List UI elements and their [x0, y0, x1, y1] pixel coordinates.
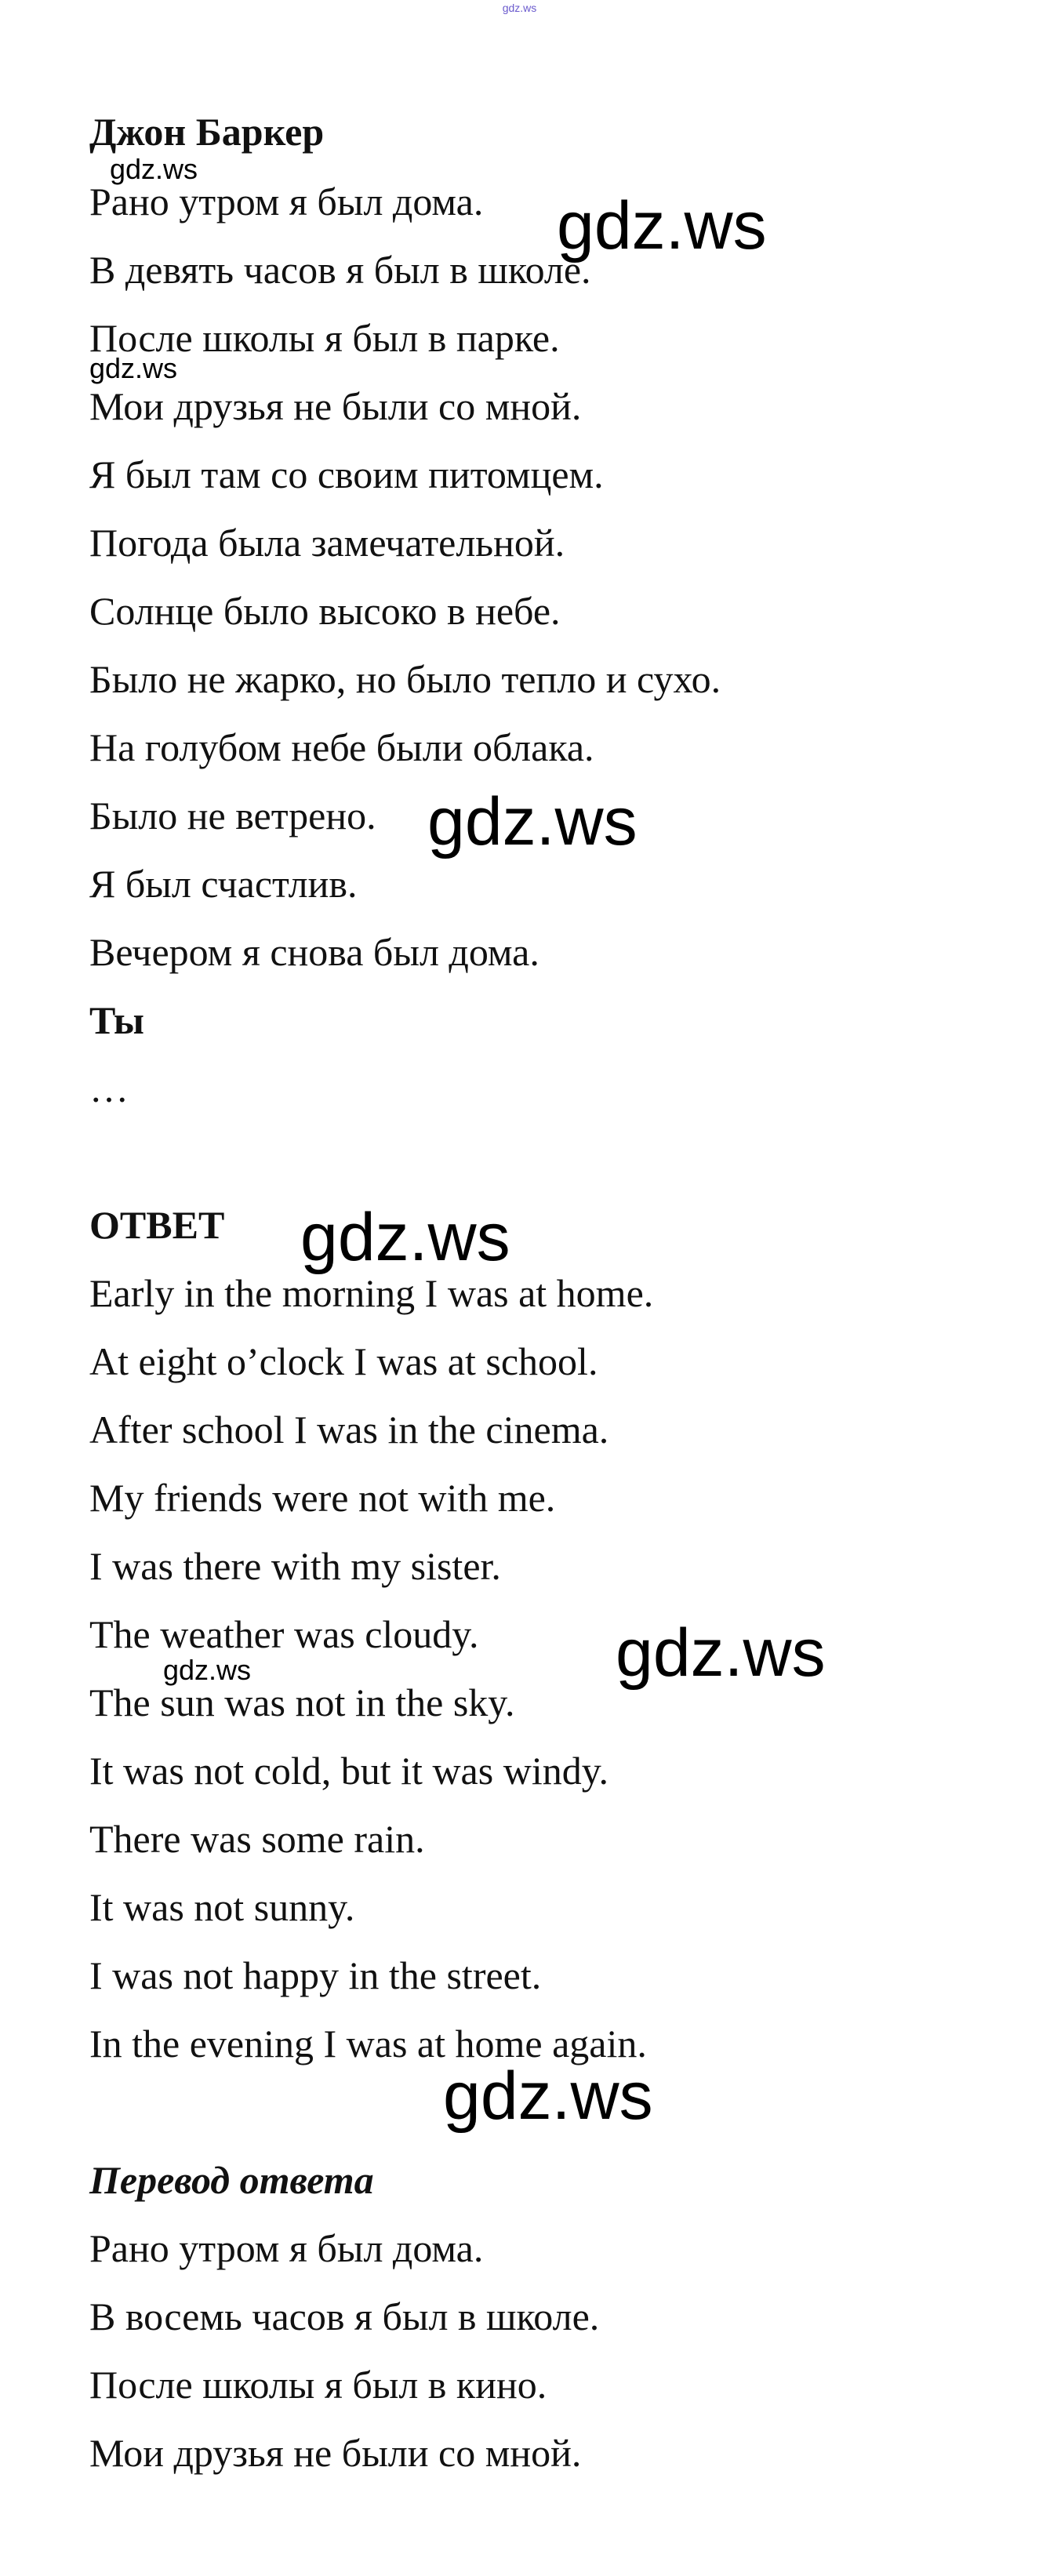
story-line: Я был счастлив.	[89, 862, 358, 906]
you-heading: Ты	[89, 998, 144, 1042]
watermark: gdz.ws	[557, 188, 767, 263]
watermark: gdz.ws	[163, 1654, 252, 1686]
translation-line: Рано утром я был дома.	[89, 2226, 484, 2270]
story-line: В девять часов я был в школе.	[89, 248, 591, 292]
story-line: После школы я был в парке.	[89, 316, 560, 360]
answer-line: The weather was cloudy.	[89, 1612, 479, 1656]
answer-line: After school I was in the cinema.	[89, 1408, 609, 1451]
watermark: gdz.ws	[89, 352, 178, 384]
story-line: Солнце было высоко в небе.	[89, 589, 561, 633]
translation-line: Мои друзья не были со мной.	[89, 2431, 582, 2475]
watermark: gdz.ws	[427, 784, 638, 859]
translation-line: После школы я был в кино.	[89, 2363, 547, 2407]
you-ellipsis: …	[89, 1066, 129, 1110]
story-heading: Джон Баркер	[89, 110, 325, 154]
answer-line: It was not sunny.	[89, 1885, 355, 1929]
answer-line: My friends were not with me.	[89, 1476, 556, 1520]
answer-line: I was not happy in the street.	[89, 1953, 542, 1997]
watermark: gdz.ws	[110, 153, 198, 185]
answer-line: Early in the morning I was at home.	[89, 1271, 654, 1315]
answer-line: I was there with my sister.	[89, 1544, 501, 1588]
answer-heading: ОТВЕТ	[89, 1203, 225, 1247]
answer-line: In the evening I was at home again.	[89, 2022, 647, 2066]
answer-line: At eight o’clock I was at school.	[89, 1339, 598, 1383]
story-line: Было не ветрено.	[89, 794, 376, 837]
watermark: gdz.ws	[616, 1615, 826, 1691]
answer-line: It was not cold, but it was windy.	[89, 1749, 609, 1793]
answer-line: There was some rain.	[89, 1817, 425, 1861]
story-line: Я был там со своим питомцем.	[89, 452, 604, 496]
top-watermark: gdz.ws	[502, 2, 537, 14]
translation-line: В восемь часов я был в школе.	[89, 2294, 600, 2338]
story-line: Было не жарко, но было тепло и сухо.	[89, 657, 721, 701]
watermark: gdz.ws	[300, 1200, 510, 1275]
story-line: Рано утром я был дома.	[89, 180, 484, 223]
story-line: Вечером я снова был дома.	[89, 930, 539, 974]
story-line: Погода была замечательной.	[89, 521, 565, 565]
translation-heading: Перевод ответа	[89, 2158, 374, 2202]
story-line: Мои друзья не были со мной.	[89, 384, 582, 428]
story-line: На голубом небе были облака.	[89, 725, 594, 769]
answer-line: The sun was not in the sky.	[89, 1680, 515, 1724]
watermark: gdz.ws	[443, 2058, 653, 2134]
